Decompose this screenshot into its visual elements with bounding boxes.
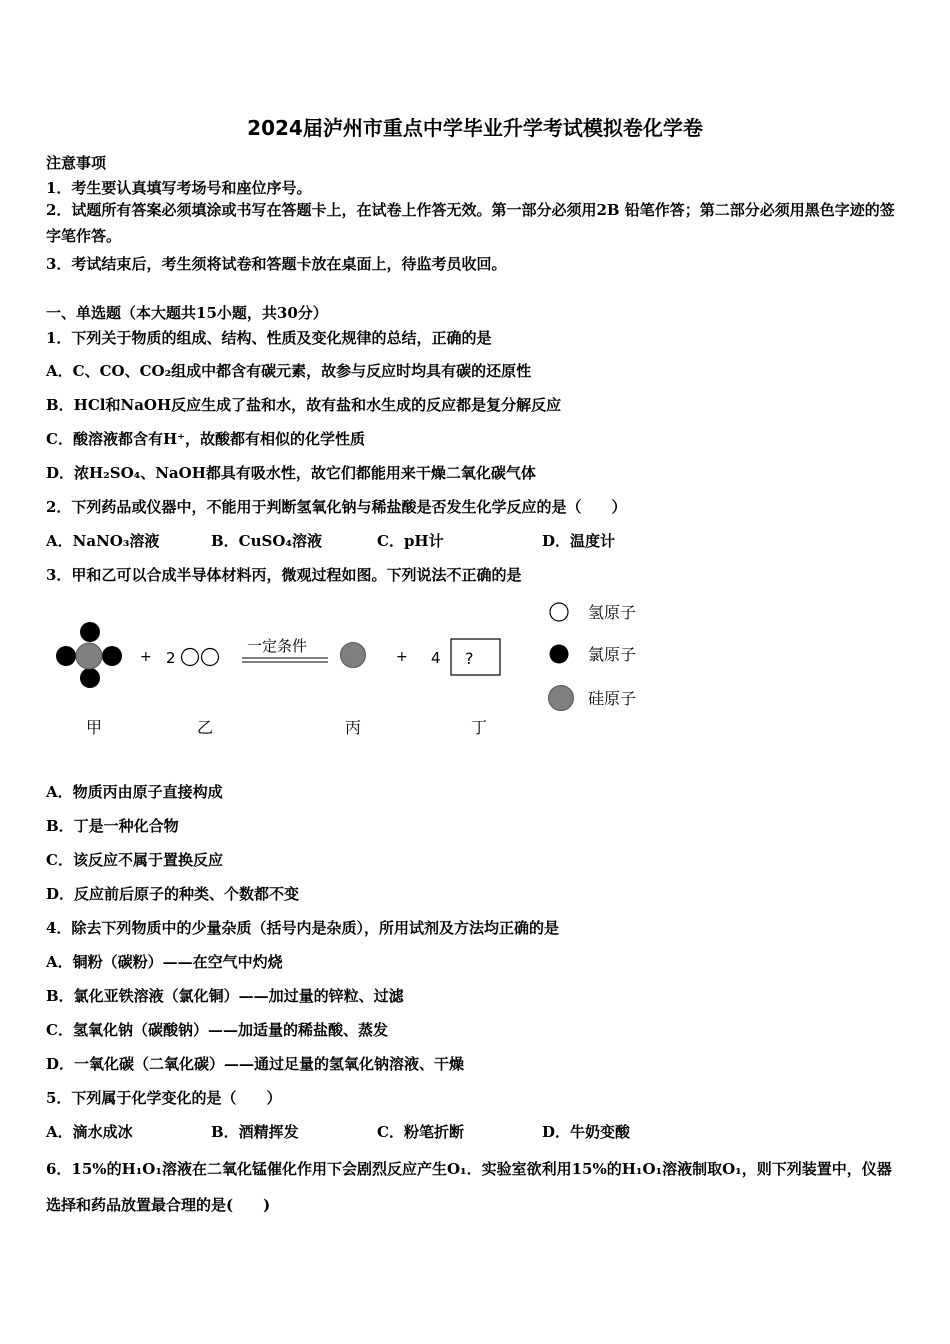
option-a: A．物质丙由原子直接构成 [46, 783, 223, 801]
option-c: C．酸溶液都含有H⁺，故酸都有相似的化学性质 [46, 430, 366, 448]
option-b: B．CuSO₄溶液 [211, 532, 322, 550]
option-b: B．HCl和NaOH反应生成了盐和水，故有盐和水生成的反应都是复分解反应 [46, 396, 562, 414]
legend-silicon: 硅原子 [588, 689, 637, 708]
option-d: D．反应前后原子的种类、个数都不变 [46, 885, 300, 903]
question-stem: 6．15%的H₁O₁溶液在二氧化锰催化作用下会剧烈反应产生O₁．实验室欲利用15%的H₁O₁溶液制取O₁，则下列装置中，仪器选择和药品放置最合理的是( ) [46, 1160, 892, 1214]
notice-heading: 注意事项 [46, 154, 107, 172]
option-d: D．浓H₂SO₄、NaOH都具有吸水性，故它们都能用来干燥二氧化碳气体 [46, 464, 536, 482]
page-title: 2024届泸州市重点中学毕业升学考试模拟卷化学卷 [247, 116, 703, 140]
section-heading: 一、单选题（本大题共15小题，共30分） [46, 304, 328, 322]
option-c: C．粉笔折断 [377, 1123, 464, 1141]
coefficient-ding: 4 [431, 649, 441, 667]
molecule-jia [56, 622, 122, 688]
unknown-mark: ? [465, 649, 474, 668]
unknown-box [451, 639, 500, 675]
option-b: B．酒精挥发 [211, 1123, 299, 1141]
molecule-yi [182, 649, 219, 666]
silicon-atom [76, 643, 102, 669]
reaction-condition: 一定条件 [247, 637, 308, 655]
chlorine-atom [56, 646, 76, 666]
chlorine-atom [80, 668, 100, 688]
chlorine-atom [80, 622, 100, 642]
question-stem: 3．甲和乙可以合成半导体材料丙，微观过程如图。下列说法不正确的是 [46, 566, 522, 584]
option-a: A．NaNO₃溶液 [46, 532, 160, 550]
chlorine-legend-icon [550, 645, 569, 664]
option-b: B．丁是一种化合物 [46, 817, 179, 835]
option-a: A．滴水成冰 [46, 1123, 133, 1141]
silicon-atom [341, 643, 366, 668]
option-b: B．氯化亚铁溶液（氯化铜）——加过量的锌粒、过滤 [46, 987, 404, 1005]
label-yi: 乙 [197, 718, 214, 737]
notice-item: 2．试题所有答案必须填涂或书写在答题卡上，在试卷上作答无效。第一部分必须用2B 铅笔作答；第二部分必须用黑色字迹的签字笔作答。 [46, 201, 895, 245]
option-d: D．牛奶变酸 [542, 1123, 631, 1141]
coefficient-yi: 2 [166, 649, 176, 667]
label-ding: 丁 [471, 718, 488, 737]
notice-item: 3．考试结束后，考生须将试卷和答题卡放在桌面上，待监考员收回。 [46, 255, 507, 273]
option-d: D．一氧化碳（二氧化碳）——通过足量的氢氧化钠溶液、干燥 [46, 1055, 465, 1073]
option-a: A．C、CO、CO₂组成中都含有碳元素，故参与反应时均具有碳的还原性 [46, 362, 532, 380]
question-stem: 4．除去下列物质中的少量杂质（括号内是杂质），所用试剂及方法均正确的是 [46, 919, 559, 937]
plus-sign: + [140, 649, 152, 665]
legend-hydrogen: 氢原子 [588, 603, 637, 622]
notice-item: 1．考生要认真填写考场号和座位序号。 [46, 179, 312, 197]
label-bing: 丙 [345, 718, 362, 737]
question-stem: 1．下列关于物质的组成、结构、性质及变化规律的总结，正确的是 [46, 329, 492, 347]
option-c: C．氢氧化钠（碳酸钠）——加适量的稀盐酸、蒸发 [46, 1021, 388, 1039]
chlorine-atom [102, 646, 122, 666]
silicon-legend-icon [549, 686, 574, 711]
hydrogen-atom [202, 649, 219, 666]
question-stem: 2．下列药品或仪器中，不能用于判断氢氧化钠与稀盐酸是否发生化学反应的是（ ） [46, 498, 627, 516]
reaction-diagram [46, 590, 666, 750]
hydrogen-atom [182, 649, 199, 666]
plus-sign: + [396, 649, 408, 665]
label-jia: 甲 [86, 718, 103, 737]
legend-chlorine: 氯原子 [588, 645, 637, 664]
option-c: C．pH计 [377, 532, 444, 550]
option-a: A．铜粉（碳粉）——在空气中灼烧 [46, 953, 283, 971]
hydrogen-legend-icon [550, 603, 568, 621]
option-c: C．该反应不属于置换反应 [46, 851, 223, 869]
option-d: D．温度计 [542, 532, 616, 550]
question-stem: 5．下列属于化学变化的是（ ） [46, 1089, 282, 1107]
